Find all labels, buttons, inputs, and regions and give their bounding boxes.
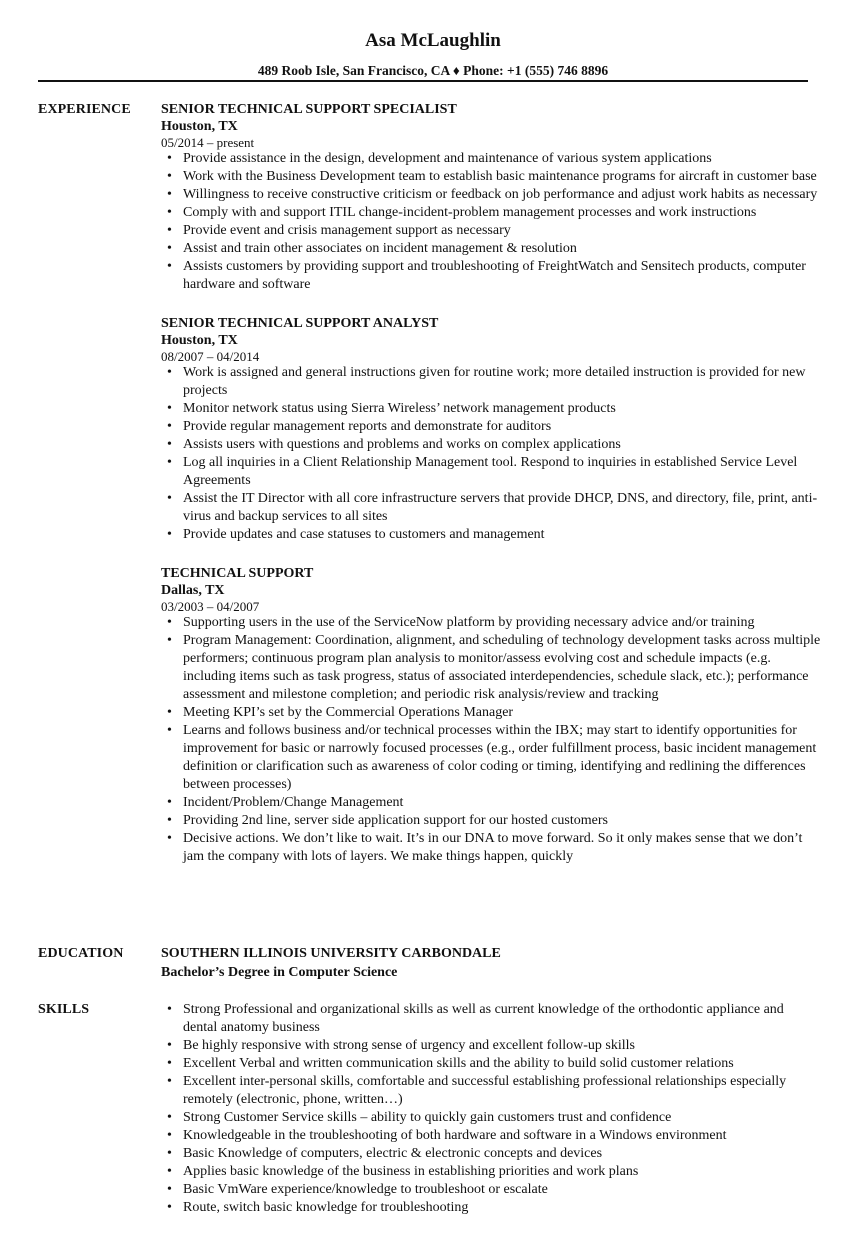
education-heading: EDUCATION bbox=[38, 946, 124, 961]
skills-body bbox=[161, 1001, 821, 1217]
job-duty: • Work is assigned and general instructions given for routine work; more detailed instruction is provided for new projects bbox=[161, 364, 821, 400]
job-duty: • Providing 2nd line, server side application support for our hosted customers bbox=[161, 812, 821, 830]
job-duty: • Decisive actions. We don’t like to wait. It’s in our DNA to move forward. So it only makes sense that we don’t jam the company with lots of layers. We make things happen, quickly bbox=[161, 830, 821, 866]
job-duty: • Provide event and crisis management support as necessary bbox=[161, 222, 821, 240]
skill-item: • Applies basic knowledge of the business in establishing priorities and work plans bbox=[161, 1163, 821, 1181]
job-title: TECHNICAL SUPPORT bbox=[161, 566, 314, 581]
experience-heading: EXPERIENCE bbox=[38, 102, 131, 117]
skills-heading: SKILLS bbox=[38, 1002, 90, 1017]
skill-item: • Knowledgeable in the troubleshooting of both hardware and software in a Windows environment bbox=[161, 1127, 821, 1145]
job-entry bbox=[161, 101, 821, 294]
skill-item: • Basic VmWare experience/knowledge to troubleshoot or escalate bbox=[161, 1181, 821, 1199]
job-dates: 08/2007 – 04/2014 bbox=[161, 349, 260, 364]
job-duty: • Supporting users in the use of the ServiceNow platform by providing necessary advice and/or training bbox=[161, 614, 821, 632]
job-duty: • Provide assistance in the design, development and maintenance of various system applications bbox=[161, 150, 821, 168]
skill-item: • Strong Customer Service skills – ability to quickly gain customers trust and confidence bbox=[161, 1109, 821, 1127]
skill-item: • Be highly responsive with strong sense of urgency and excellent follow-up skills bbox=[161, 1037, 821, 1055]
job-duty: • Meeting KPI’s set by the Commercial Operations Manager bbox=[161, 704, 821, 722]
job-duty: • Provide regular management reports and demonstrate for auditors bbox=[161, 418, 821, 436]
job-entry bbox=[161, 565, 821, 866]
job-duty: • Monitor network status using Sierra Wireless’ network management products bbox=[161, 400, 821, 418]
job-duty: • Assist the IT Director with all core infrastructure servers that provide DHCP, DNS, and directory, file, print, anti-virus and backup services to all sites bbox=[161, 490, 821, 526]
job-location: Dallas, TX bbox=[161, 583, 225, 598]
job-duty: • Log all inquiries in a Client Relationship Management tool. Respond to inquiries in established Service Level Agreements bbox=[161, 454, 821, 490]
candidate-name: Asa McLaughlin bbox=[365, 30, 501, 51]
skill-item: • Excellent inter-personal skills, comfortable and successful establishing professional relationships especially remotely (electronic, phone, written…) bbox=[161, 1073, 821, 1109]
job-duty: • Provide updates and case statuses to customers and management bbox=[161, 526, 821, 544]
job-duty: • Program Management: Coordination, alignment, and scheduling of technology development tasks across multiple performers; continuous program plan analysis to monitor/assess evolving cost and schedule impacts (e.g. including items such as task progress, status of associated interdependencies, schedule slack, etc.); performance assessment and milestone completion; and periodic risk analysis/review and tracking bbox=[161, 632, 821, 704]
job-duties bbox=[161, 614, 821, 866]
skills-list bbox=[161, 1001, 821, 1217]
job-duty: • Assist and train other associates on incident management & resolution bbox=[161, 240, 821, 258]
job-duty: • Work with the Business Development team to establish basic maintenance programs for aircraft in customer base bbox=[161, 168, 821, 186]
job-duty: • Assists customers by providing support and troubleshooting of FreightWatch and Sensitech products, computer hardware and software bbox=[161, 258, 821, 294]
job-entry bbox=[161, 315, 821, 544]
education-body bbox=[161, 945, 821, 983]
job-duties bbox=[161, 364, 821, 544]
skill-item: • Strong Professional and organizational skills as well as current knowledge of the orthodontic appliance and dental anatomy business bbox=[161, 1001, 821, 1037]
skill-item: • Basic Knowledge of computers, electric & electronic concepts and devices bbox=[161, 1145, 821, 1163]
job-dates: 03/2003 – 04/2007 bbox=[161, 599, 260, 614]
degree-name: Bachelor’s Degree in Computer Science bbox=[161, 965, 398, 980]
job-duties bbox=[161, 150, 821, 294]
header-divider bbox=[38, 80, 808, 82]
job-duty: • Willingness to receive constructive criticism or feedback on job performance and adjust work habits as necessary bbox=[161, 186, 821, 204]
skill-item: • Excellent Verbal and written communication skills and the ability to build solid customer relations bbox=[161, 1055, 821, 1073]
job-duty: • Assists users with questions and problems and works on complex applications bbox=[161, 436, 821, 454]
experience-body bbox=[161, 101, 821, 866]
resume-header bbox=[0, 28, 866, 80]
skill-item: • Route, switch basic knowledge for troubleshooting bbox=[161, 1199, 821, 1217]
job-duty: • Learns and follows business and/or technical processes within the IBX; may start to identify opportunities for improvement for basic or narrowly focused processes (e.g., order fulfillment process, basic incident management definition or clarification such as awareness of color coding or timing, identifying and redlining the differences between processes) bbox=[161, 722, 821, 794]
contact-line: 489 Roob Isle, San Francisco, CA ♦ Phone: +1 (555) 746 8896 bbox=[257, 63, 609, 78]
job-title: SENIOR TECHNICAL SUPPORT SPECIALIST bbox=[161, 102, 457, 117]
job-location: Houston, TX bbox=[161, 119, 238, 134]
job-duty: • Incident/Problem/Change Management bbox=[161, 794, 821, 812]
job-location: Houston, TX bbox=[161, 333, 238, 348]
job-duty: • Comply with and support ITIL change-incident-problem management processes and work instructions bbox=[161, 204, 821, 222]
job-title: SENIOR TECHNICAL SUPPORT ANALYST bbox=[161, 316, 439, 331]
job-dates: 05/2014 – present bbox=[161, 135, 255, 150]
school-name: SOUTHERN ILLINOIS UNIVERSITY CARBONDALE bbox=[161, 946, 501, 961]
